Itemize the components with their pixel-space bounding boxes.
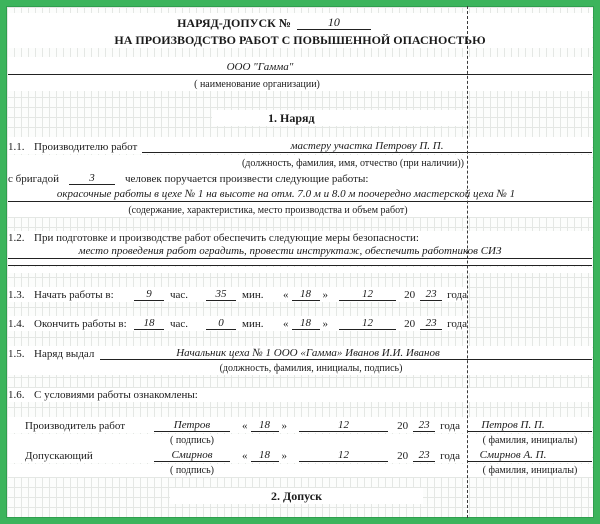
foreman-field-line (142, 140, 592, 153)
item-1-1-caption-row: (должность, фамилия, имя, отчество (при наличии)) (8, 155, 592, 170)
organization-caption-row (8, 75, 592, 91)
role-label: Допускающий (25, 449, 93, 462)
item-1-1-label: Производителю работ (34, 140, 138, 153)
start-hours-field[interactable]: 9 (134, 288, 164, 301)
item-1-2-label: При подготовке и производстве работ обеспечить следующие меры безопасности: (34, 231, 419, 244)
acknowledgement-row (8, 447, 592, 463)
item-1-1-row (8, 137, 592, 154)
item-1-6-label: С условиями работы ознакомлены: (34, 388, 198, 401)
work-description-row (8, 186, 592, 202)
century-label: 20 (404, 317, 416, 330)
safety-measures-field[interactable]: место проведения работ оградить, провести инструктаж, обеспечить работников СИЗ (78, 244, 502, 257)
item-1-4-label: Окончить работы в: (34, 317, 127, 330)
form-title-row (8, 13, 592, 31)
organization-caption: ( наименование организации) (194, 79, 320, 90)
century-label: 20 (404, 288, 416, 301)
organization-row (8, 57, 592, 75)
brigade-suffix: человек поручается произвести следующие работы: (125, 172, 369, 185)
open-quote: « (283, 288, 289, 301)
open-quote: « (242, 419, 248, 432)
close-quote: » (281, 419, 287, 432)
year-label: года (447, 288, 467, 301)
signature-caption: ( подпись) (169, 465, 214, 476)
permit-number-field[interactable]: 10 (297, 16, 371, 30)
day-field[interactable]: 18 (251, 449, 279, 462)
foreman-field[interactable]: мастеру участка Петрову П. П. (290, 139, 444, 152)
item-1-4-row (8, 316, 467, 331)
work-description-field[interactable]: окрасочные работы в цехе № 1 на высоте на отм. 7.0 м и 8.0 м поочередно мастерской цеха № 1 (56, 187, 516, 200)
hours-label: час. (170, 288, 189, 301)
end-minutes-field[interactable]: 0 (206, 317, 236, 330)
minutes-label: мин. (242, 317, 264, 330)
spacer-white-row (8, 267, 592, 273)
item-1-5-row (8, 346, 592, 361)
century-label: 20 (397, 419, 409, 432)
hours-label: час. (170, 317, 189, 330)
work-description-caption-row: (содержание, характеристика, место производства и объем работ) (8, 202, 592, 217)
role-label: Производитель работ (25, 419, 126, 432)
form-title-label: НАРЯД-ДОПУСК № (177, 15, 291, 30)
brigade-prefix: с бригадой (8, 172, 59, 185)
minutes-label: мин. (242, 288, 264, 301)
start-month-field[interactable]: 12 (339, 288, 396, 301)
item-1-3-row (8, 287, 467, 302)
close-quote: » (322, 288, 328, 301)
start-day-field[interactable]: 18 (292, 288, 320, 301)
start-year-field[interactable]: 23 (420, 288, 442, 301)
section-1-header: 1. Наряд (212, 110, 467, 126)
year-label: года (440, 449, 460, 462)
section-2-header: 2. Допуск (170, 488, 423, 504)
form-subtitle: НА ПРОИЗВОДСТВО РАБОТ С ПОВЫШЕННОЙ ОПАСНОСТЬЮ (114, 32, 486, 47)
item-1-3-number: 1.3. (8, 288, 25, 301)
year-label: года (447, 317, 467, 330)
item-1-6-number: 1.6. (8, 388, 25, 401)
page-break-dashed-line (467, 6, 468, 518)
form-subtitle-row (8, 31, 592, 48)
open-quote: « (242, 449, 248, 462)
end-year-field[interactable]: 23 (420, 317, 442, 330)
acknowledgement-row (8, 417, 592, 433)
close-quote: » (281, 449, 287, 462)
item-1-2-number: 1.2. (8, 231, 25, 244)
name-field-line (468, 419, 592, 432)
name-caption-cell (468, 465, 592, 476)
name-field[interactable]: Смирнов А. П. (479, 448, 547, 461)
start-minutes-field[interactable]: 35 (206, 288, 236, 301)
signature-field[interactable]: Смирнов (154, 449, 230, 462)
organization-name-field[interactable]: ООО "Гамма" (226, 60, 294, 73)
year-label: года (440, 419, 460, 432)
acknowledgement-caption-row (8, 464, 592, 477)
century-label: 20 (397, 449, 409, 462)
year-field[interactable]: 23 (413, 449, 435, 462)
year-field[interactable]: 23 (413, 419, 435, 432)
month-field[interactable]: 12 (299, 419, 388, 432)
end-day-field[interactable]: 18 (292, 317, 320, 330)
acknowledgement-caption-row (8, 434, 592, 447)
name-field[interactable]: Петров П. П. (481, 418, 545, 431)
item-1-5-caption-row: (должность, фамилия, инициалы, подпись) (8, 361, 592, 375)
safety-measures-blank-line (8, 259, 592, 266)
item-1-6-row (8, 388, 592, 402)
item-1-2-row (8, 231, 592, 245)
close-quote: » (322, 317, 328, 330)
safety-measures-row (8, 245, 592, 259)
brigade-count-field[interactable]: 3 (69, 172, 115, 185)
end-month-field[interactable]: 12 (339, 317, 396, 330)
item-1-5-number: 1.5. (8, 347, 25, 360)
item-1-5-label: Наряд выдал (34, 347, 95, 360)
issuer-field[interactable]: Начальник цеха № 1 ООО «Гамма» Иванов И.И. Иванов (176, 346, 440, 359)
signature-field[interactable]: Петров (154, 419, 230, 432)
name-caption: ( фамилия, инициалы) (482, 465, 578, 476)
issuer-field-line (100, 347, 592, 360)
signature-caption: ( подпись) (169, 435, 214, 446)
brigade-row (8, 170, 592, 186)
name-field-line (468, 449, 592, 462)
name-caption: ( фамилия, инициалы) (482, 435, 578, 446)
day-field[interactable]: 18 (251, 419, 279, 432)
item-1-3-label: Начать работы в: (34, 288, 114, 301)
end-hours-field[interactable]: 18 (134, 317, 164, 330)
name-caption-cell (468, 435, 592, 446)
item-1-4-number: 1.4. (8, 317, 25, 330)
open-quote: « (283, 317, 289, 330)
item-1-1-number: 1.1. (8, 140, 25, 153)
month-field[interactable]: 12 (299, 449, 388, 462)
